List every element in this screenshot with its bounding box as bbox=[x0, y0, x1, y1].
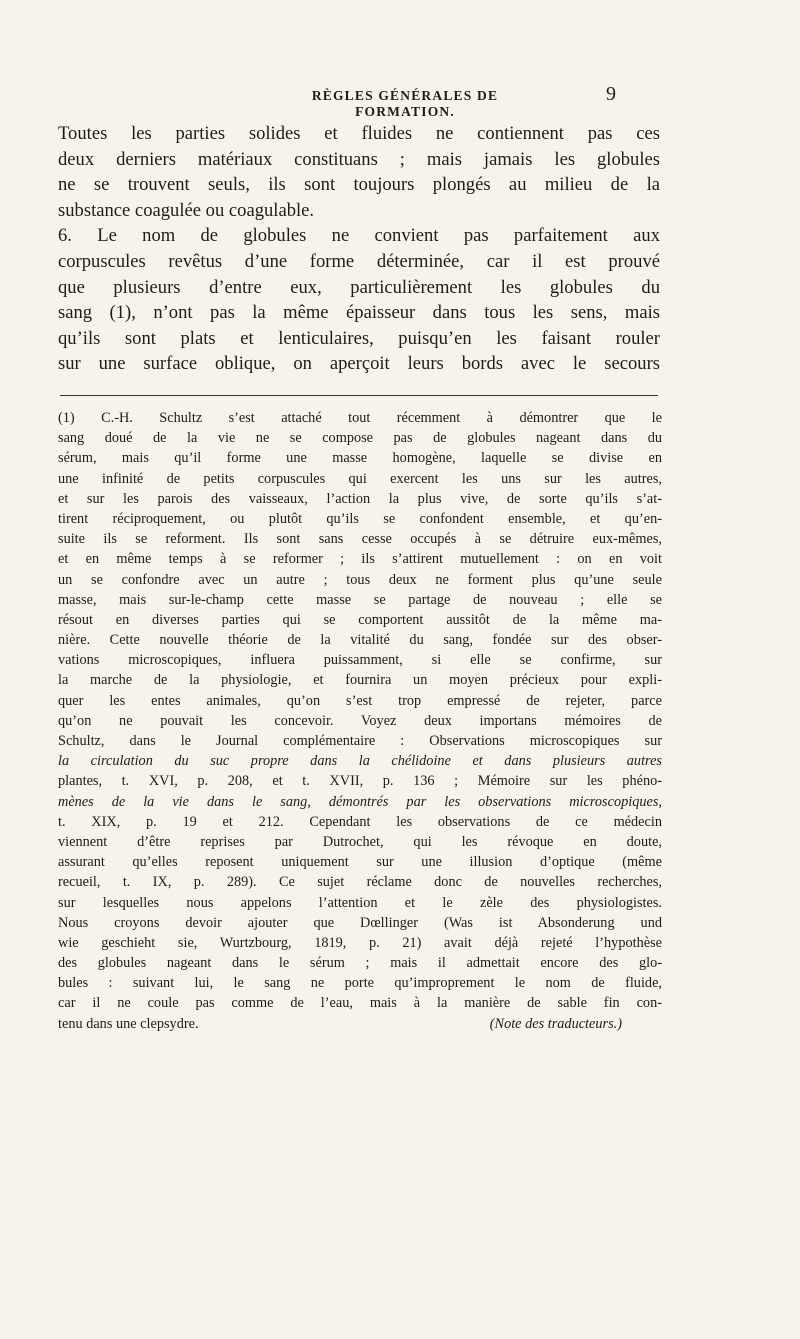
footnote-line: masse, mais sur-le-champ cette masse se partage de nouveau ; elle se bbox=[58, 591, 662, 608]
footnote-separator bbox=[60, 395, 658, 396]
footnote-line: nière. Cette nouvelle théorie de la vitalité du sang, fondée sur des obser- bbox=[58, 632, 662, 649]
footnote-line: résout en diverses parties qui se comportent aussitôt de la même ma- bbox=[58, 611, 662, 628]
footnote-line: viennent d’être reprises par Dutrochet, qui les révoque en doute, bbox=[58, 833, 662, 850]
footnote bbox=[58, 408, 662, 1034]
body-line: ne se trouvent seuls, ils sont toujours plongés au milieu de la bbox=[58, 174, 660, 196]
footnote-line: assurant qu’elles reposent uniquement sur une illusion d’optique (même bbox=[58, 854, 662, 871]
body-line: qu’ils sont plats et lenticulaires, puisqu’en les faisant rouler bbox=[58, 327, 660, 349]
footnote-line: Nous croyons devoir ajouter que Dœllinger (Was ist Absonderung und bbox=[58, 914, 662, 931]
footnote-line: t. XIX, p. 19 et 212. Cependant les observations de ce médecin bbox=[58, 813, 662, 830]
footnote-line: plantes, t. XVI, p. 208, et t. XVII, p. 136 ; Mémoire sur les phéno- bbox=[58, 773, 662, 790]
body-line: que plusieurs d’entre eux, particulièrement les globules du bbox=[58, 276, 660, 298]
footnote-line: car il ne coule pas comme de l’eau, mais à la manière de sable fin con- bbox=[58, 995, 662, 1012]
footnote-line: la marche de la physiologie, et fournira un moyen précieux pour expli- bbox=[58, 672, 662, 689]
main-text bbox=[58, 121, 660, 377]
translators-note-label: (Note des traducteurs.) bbox=[489, 1015, 622, 1032]
body-line: deux derniers matériaux constituans ; mais jamais les globules bbox=[58, 148, 660, 170]
footnote-line: suite ils se reforment. Ils sont sans cesse occupés à se détruire eux-mêmes, bbox=[58, 531, 662, 548]
footnote-line: (1) C.-H. Schultz s’est attaché tout récemment à démontrer que le bbox=[58, 410, 662, 426]
footnote-line: quer les entes animales, qu’on s’est trop empressé de rejeter, parce bbox=[58, 692, 662, 709]
body-line: Toutes les parties solides et fluides ne contiennent pas ces bbox=[58, 123, 660, 144]
footnote-line: recueil, t. IX, p. 289). Ce sujet réclame donc de nouvelles recherches, bbox=[58, 874, 662, 891]
footnote-line: la circulation du suc propre dans la chélidoine et dans plusieurs autres bbox=[58, 753, 662, 770]
footnote-final-row bbox=[58, 1014, 662, 1034]
footnote-line: vations microscopiques, influera puissamment, si elle se confirme, sur bbox=[58, 652, 662, 669]
running-title: RÈGLES GÉNÉRALES DE FORMATION. bbox=[311, 88, 499, 119]
footnote-line: sérum, mais qu’il forme une masse homogène, laquelle se divise en bbox=[58, 450, 662, 467]
footnote-line: tirent réciproquement, ou plutôt qu’ils se confondent ensemble, et qu’en- bbox=[58, 510, 662, 527]
footnote-line: et en même temps à se reformer ; ils s’attirent mutuellement : on en voit bbox=[58, 551, 662, 568]
footnote-line: sur lesquelles nous appelons l’attention et le zèle des physiologistes. bbox=[58, 894, 662, 911]
footnote-line: qu’on ne pouvait les concevoir. Voyez deux importans mémoires de bbox=[58, 712, 662, 729]
page-number: 9 bbox=[606, 83, 616, 105]
footnote-line: wie geschieht sie, Wurtzbourg, 1819, p. 21) avait déjà rejeté l’hypothèse bbox=[58, 934, 662, 951]
body-line: sur une surface oblique, on aperçoit leurs bords avec le secours bbox=[58, 353, 660, 375]
page-header bbox=[0, 83, 800, 119]
body-line: substance coagulée ou coagulable. bbox=[58, 199, 315, 221]
footnote-line: bules : suivant lui, le sang ne porte qu’improprement le nom de fluide, bbox=[58, 975, 662, 992]
footnote-line: des globules nageant dans le sérum ; mais il admettait encore des glo- bbox=[58, 955, 662, 972]
footnote-line: mènes de la vie dans le sang, démontrés par les observations microscopiques, bbox=[58, 793, 662, 810]
footnote-line: et sur les parois des vaisseaux, l’action la plus vive, de sorte qu’ils s’at- bbox=[58, 490, 662, 507]
footnote-line: Schultz, dans le Journal complémentaire : Observations microscopiques sur bbox=[58, 733, 662, 749]
body-line: corpuscules revêtus d’une forme déterminée, car il est prouvé bbox=[58, 250, 660, 272]
footnote-line: un se confondre avec un autre ; tous deux ne forment plus qu’une seule bbox=[58, 571, 662, 588]
footnote-line: tenu dans une clepsydre. bbox=[58, 1015, 199, 1032]
footnote-line: sang doué de la vie ne se compose pas de globules nageant dans du bbox=[58, 430, 662, 447]
body-line: sang (1), n’ont pas la même épaisseur dans tous les sens, mais bbox=[58, 302, 660, 324]
footnote-line: une infinité de petits corpuscules qui exercent les uns sur les autres, bbox=[58, 470, 662, 487]
body-line: 6. Le nom de globules ne convient pas parfaitement aux bbox=[58, 225, 660, 247]
